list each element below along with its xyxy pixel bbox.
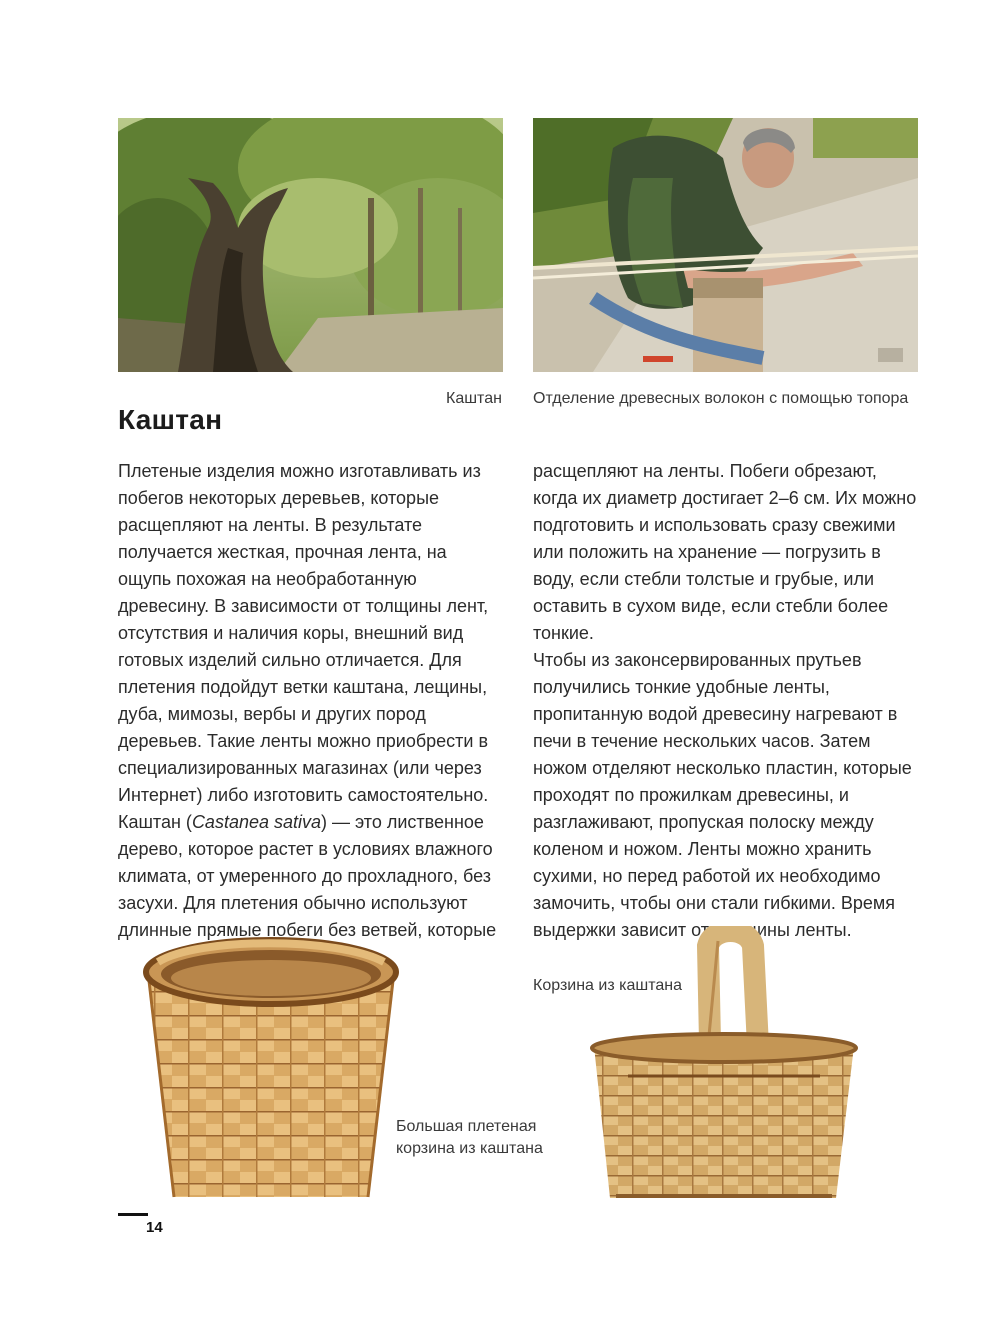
large-basket-photo [138, 932, 404, 1202]
left-paragraph-1: Плетеные изделия можно изготавливать из побегов некоторых деревьев, которые расщепляют на ленты. В результате получается жесткая, прочная лента, на ощупь похожая на необработанную древесину. В зависимости от толщины лент, отсутствия и наличия коры, внешний вид готовых изделий сильно отличается. Для плетения подойдут ветки каштана, лещины, дуба, мимозы, вербы и других пород деревьев. Такие ленты можно приобрести в специализированных магазинах (или через Интернет) либо изготовить самостоятельно. [118, 461, 489, 805]
chestnut-tree-caption: Каштан [446, 390, 502, 407]
right-paragraph-2: Чтобы из законсервированных прутьев получились тонкие удобные ленты, пропитанную водой древесину нагревают в печи в течение нескольких часов. Затем ножом отделяют несколько пластин, которые проходят по прожилкам древесины, и разглаживают, пропуская полоску между коленом и ножом. Ленты можно хранить сухими, но перед работой их необходимо замочить, чтобы они стали гибкими. Время выдержки зависит от толщины ленты. [533, 650, 912, 940]
handle-basket-photo [588, 926, 860, 1204]
latin-name: Castanea sativa [191, 812, 322, 832]
wood-splitting-caption: Отделение древесных волокон с помощью топора [533, 390, 909, 407]
large-basket-caption-line-1: Большая плетеная [396, 1118, 537, 1135]
chestnut-tree-photo [118, 118, 503, 372]
large-basket-caption [396, 1116, 543, 1160]
large-basket-caption-line-2: корзина из каштана [396, 1140, 543, 1157]
right-text-column [533, 458, 919, 944]
right-paragraph-1: расщепляют на ленты. Побеги обрезают, когда их диаметр достигает 2–6 см. Их можно подготовить и использовать сразу свежими или положить на хранение — погрузить в воду, если стебли толстые и грубые, или оставить в сухом виде, если стебли более тонкие. [533, 461, 917, 643]
handle-basket-caption: Корзина из каштана [533, 977, 682, 994]
left-paragraph-2 [118, 809, 504, 944]
page-number-bar [118, 1213, 148, 1216]
page-number: 14 [146, 1219, 163, 1236]
left-text-column [118, 458, 504, 944]
wood-splitting-photo [533, 118, 918, 372]
page-title: Каштан [118, 404, 223, 435]
left-paragraph-2-start: Каштан ( [118, 812, 192, 832]
left-paragraph-2-rest: ) — это лиственное дерево, которое растет в условиях влажного климата, от умеренного до прохладного, без засухи. Для плетения обычно используют длинные прямые побеги без ветвей, которые [118, 812, 497, 940]
